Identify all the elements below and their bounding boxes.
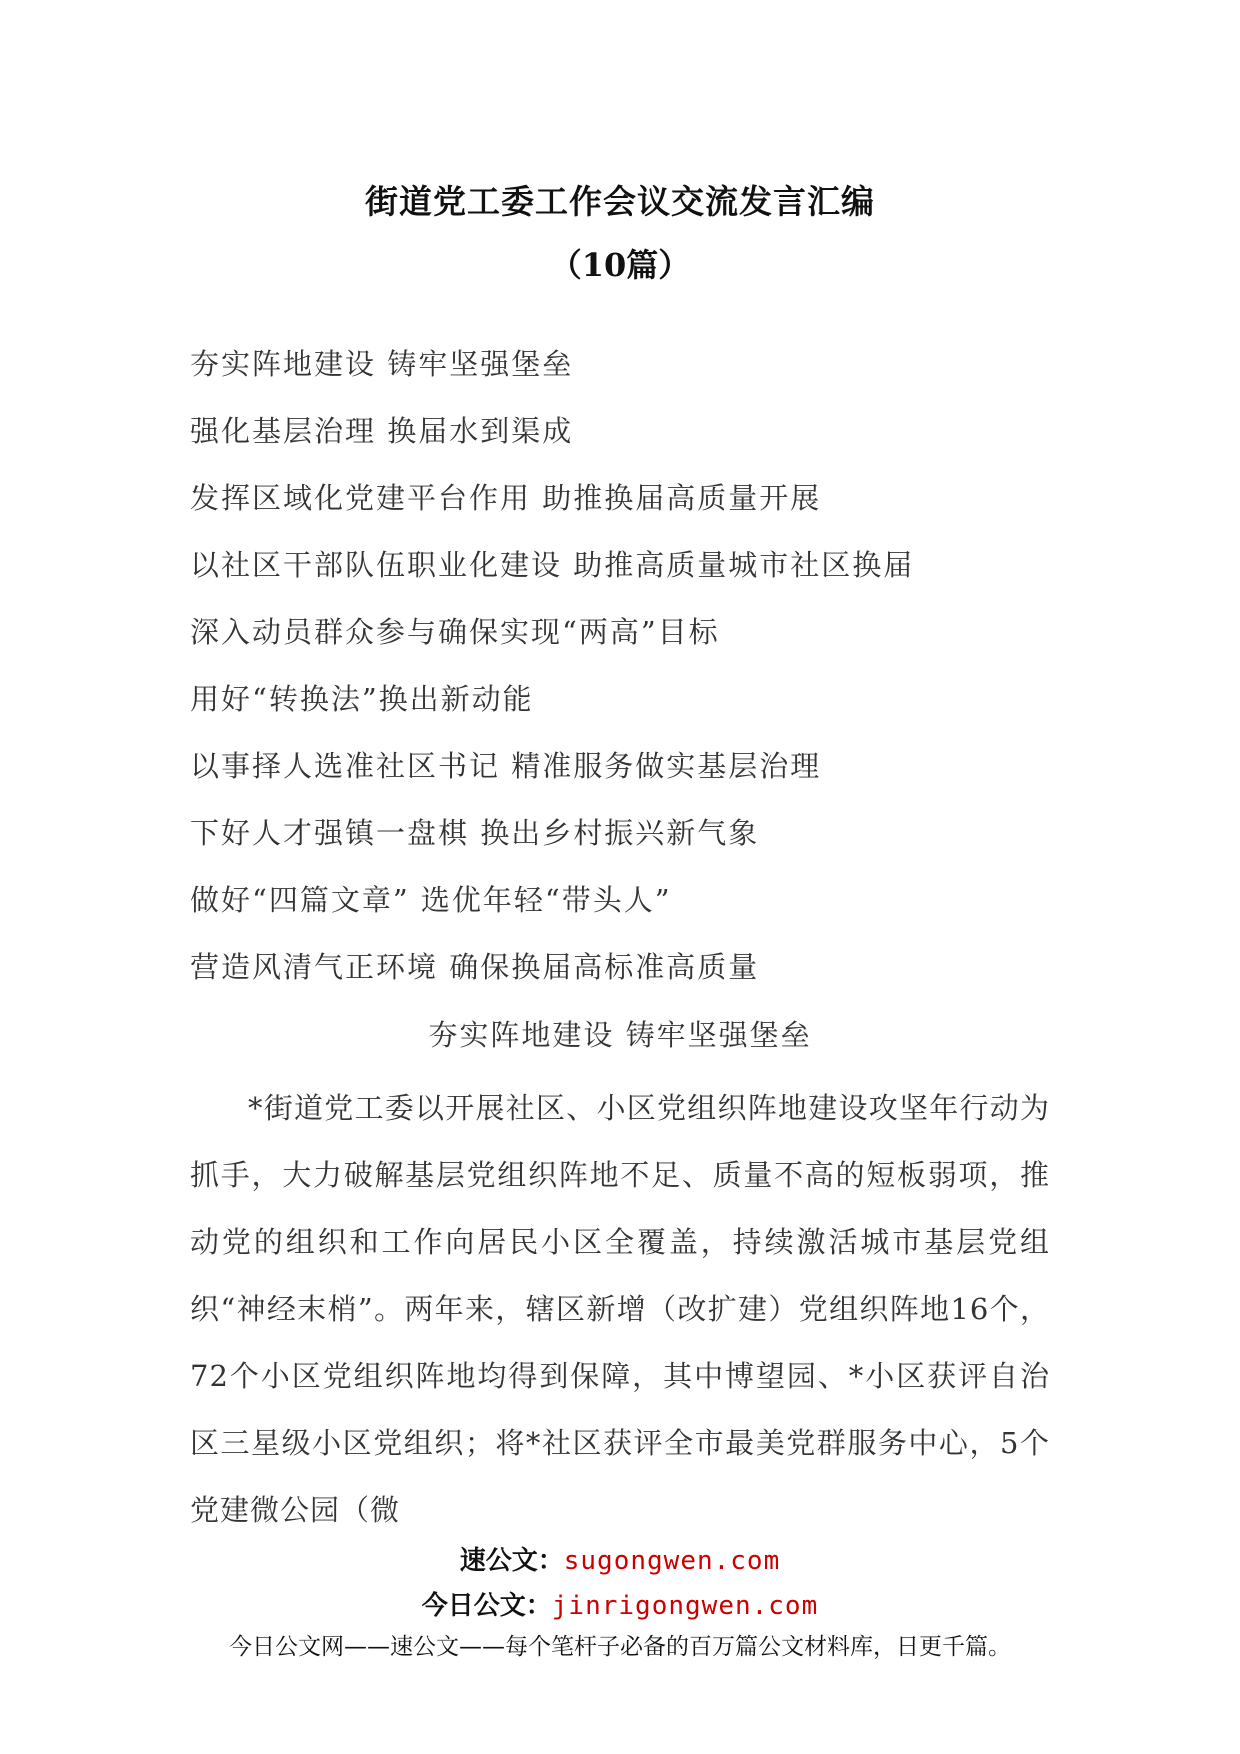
footer-label: 今日公文： (421, 1591, 552, 1621)
toc-item: 强化基层治理 换届水到渠成 (190, 414, 574, 448)
document-subtitle: （10篇） (549, 246, 691, 284)
footer-link-jinrigongwen[interactable]: jinrigongwen.com (551, 1591, 819, 1621)
toc-item: 营造风清气正环境 确保换届高标准高质量 (190, 950, 760, 984)
footer-line-jinrigongwen (0, 1585, 1240, 1622)
section-heading: 夯实阵地建设 铸牢坚强堡垒 (428, 1018, 812, 1052)
toc-item: 发挥区域化党建平台作用 助推换届高质量开展 (190, 481, 822, 515)
footer-link-sugongwen[interactable]: sugongwen.com (563, 1546, 781, 1576)
toc-item: 深入动员群众参与确保实现“两高”目标 (190, 615, 720, 649)
table-of-contents (190, 343, 914, 1013)
toc-item: 以事择人选准社区书记 精准服务做实基层治理 (190, 749, 822, 783)
toc-item: 下好人才强镇一盘棋 换出乡村振兴新气象 (190, 816, 760, 850)
footer-tagline: 今日公文网——速公文——每个笔杆子必备的百万篇公文材料库，日更千篇。 (229, 1634, 1011, 1660)
document-title: 街道党工委工作会议交流发言汇编 (365, 182, 875, 221)
toc-item: 以社区干部队伍职业化建设 助推高质量城市社区换届 (190, 548, 915, 582)
footer-line-sugongwen (0, 1540, 1240, 1577)
footer-label: 速公文： (459, 1546, 564, 1576)
toc-item: 用好“转换法”换出新动能 (190, 682, 534, 716)
body-paragraph: *街道党工委以开展社区、小区党组织阵地建设攻坚年行动为抓手，大力破解基层党组织阵地不足、质量不高的短板弱项，推动党的组织和工作向居民小区全覆盖，持续激活城市基层党组织“神经末梢”。两年来，辖区新增（改扩建）党组织阵地16个，72个小区党组织阵地均得到保障，其中博望园、*小区获评自治区三星级小区党组织；将*社区获评全市最美党群服务中心，5个党建微公园（微 (190, 1091, 1050, 1527)
toc-item: 做好“四篇文章” 选优年轻“带头人” (190, 883, 672, 917)
toc-item: 夯实阵地建设 铸牢坚强堡垒 (190, 347, 574, 381)
